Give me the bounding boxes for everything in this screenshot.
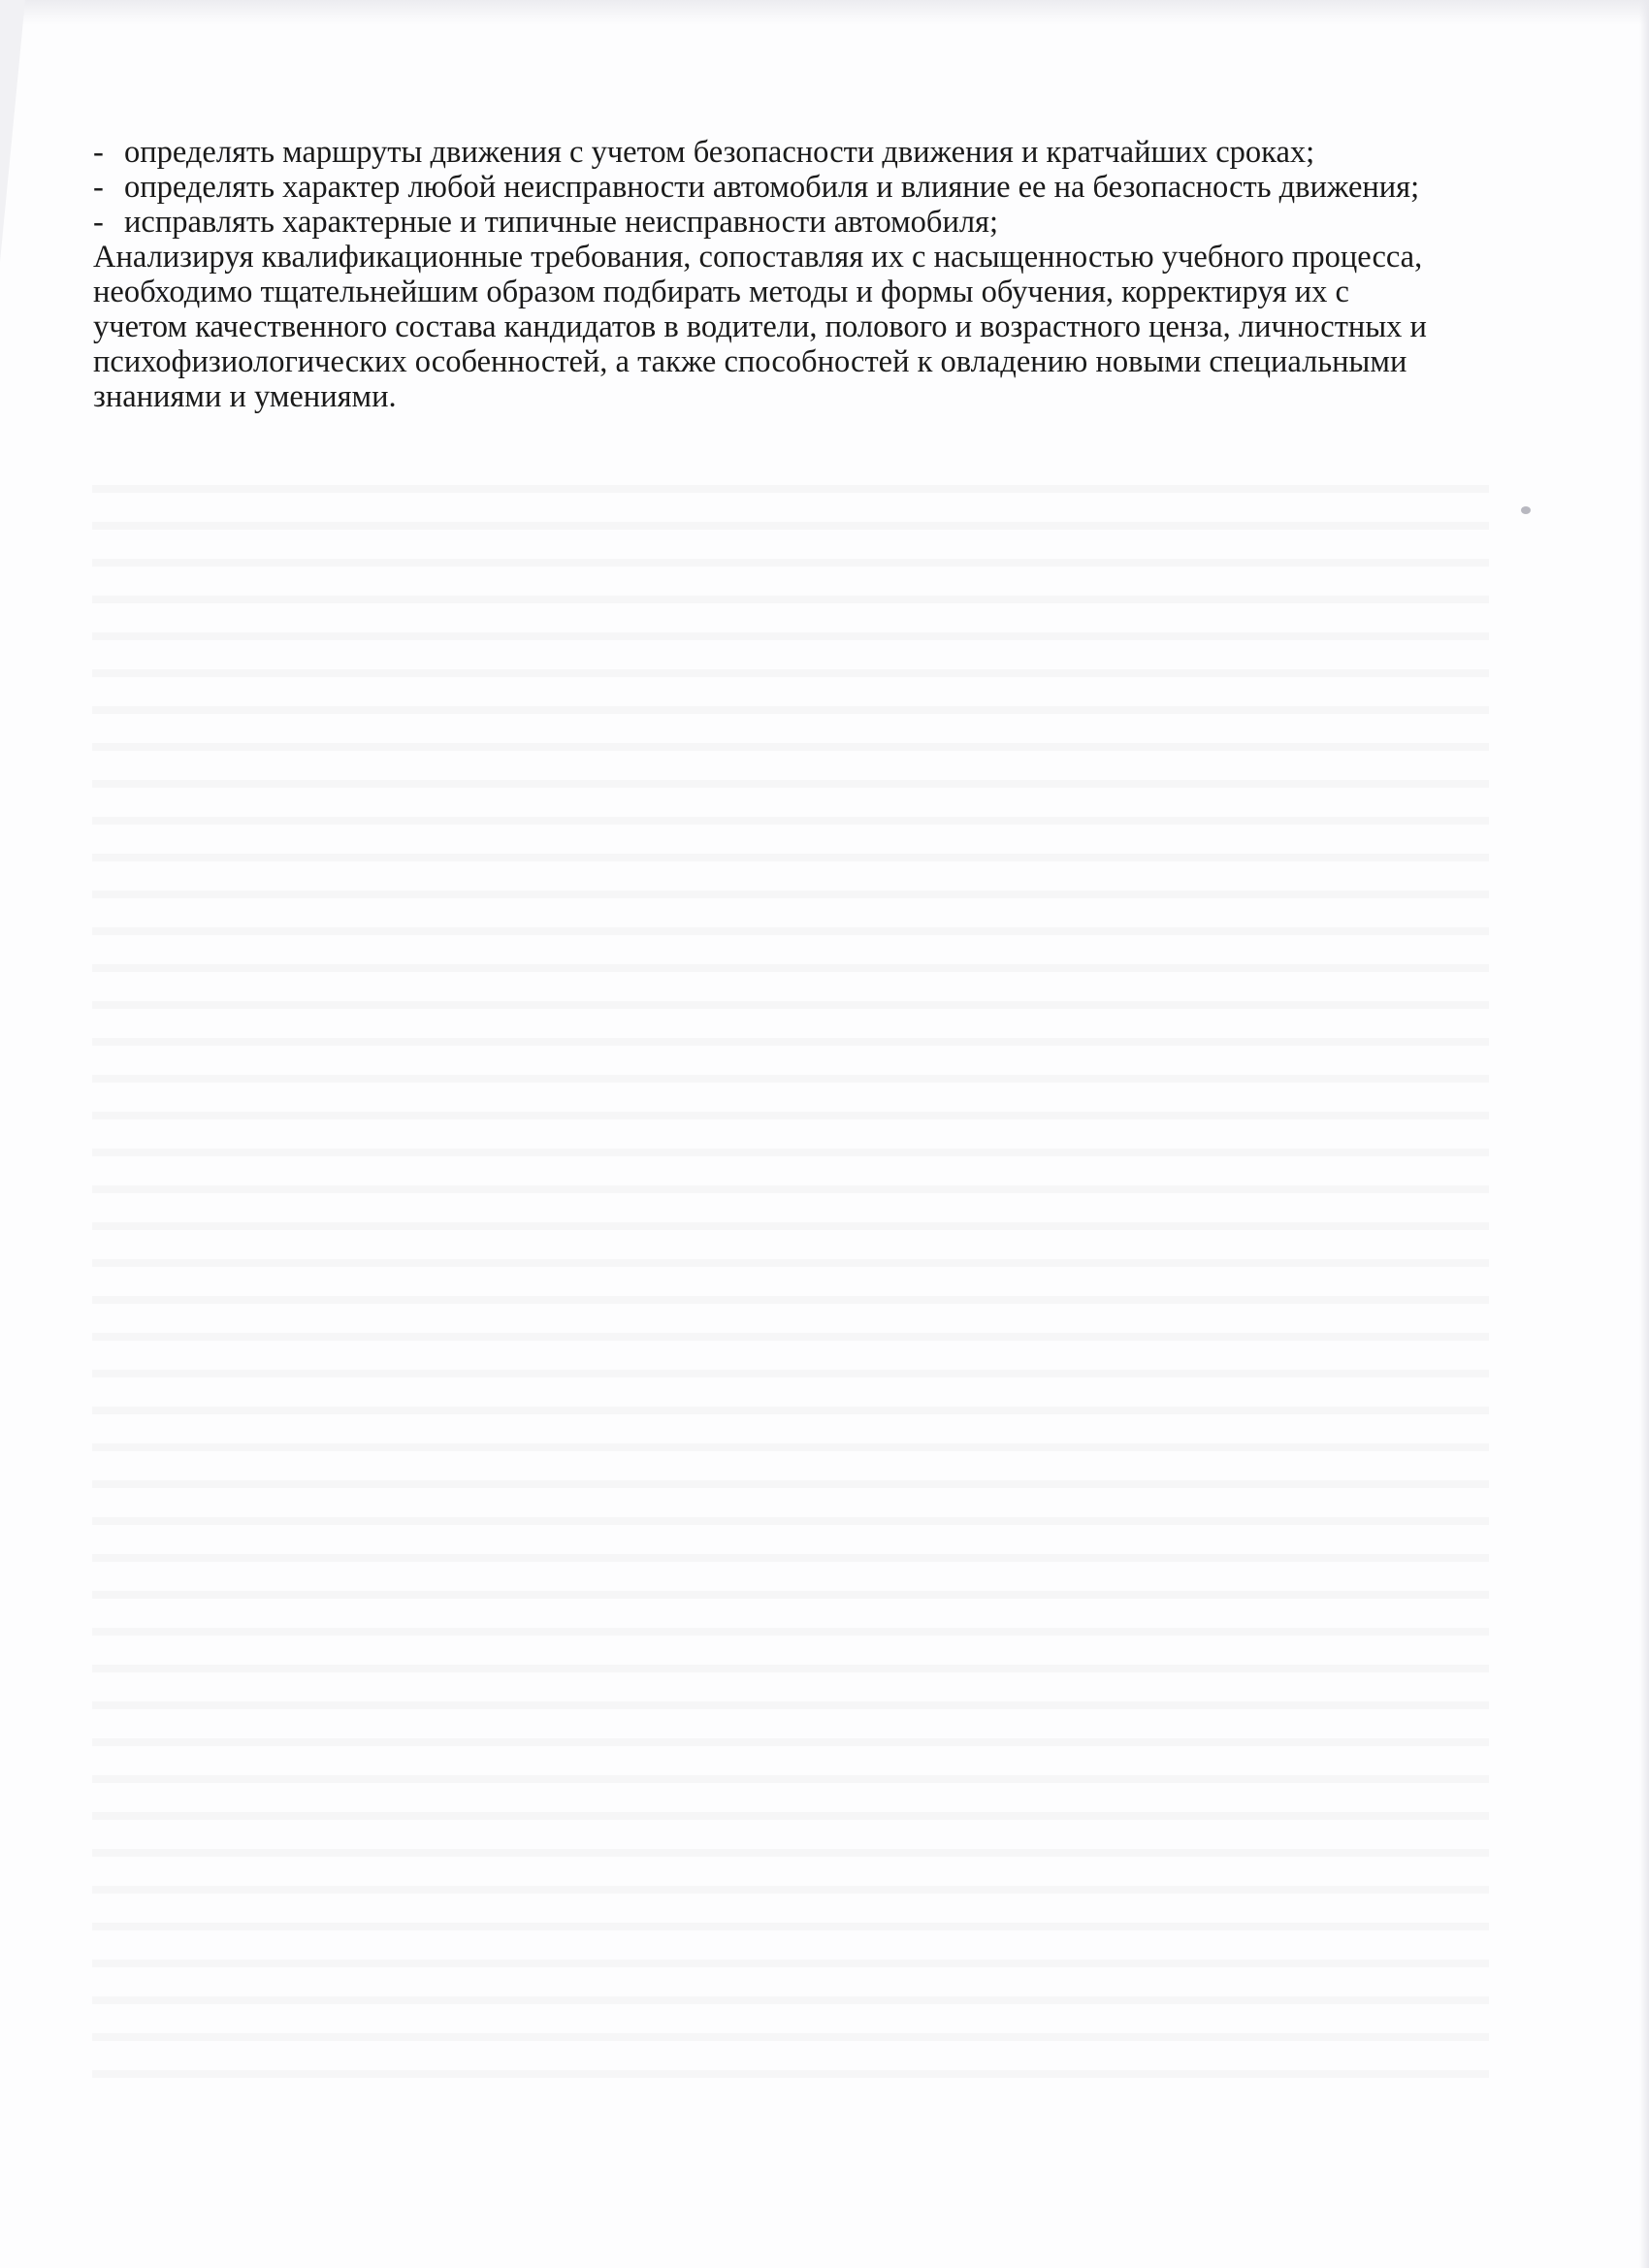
bullet-marker: - — [93, 135, 104, 170]
paragraph-line: Анализируя квалификационные требования, сопоставляя их с насыщенностью учебного процесса, — [93, 240, 1423, 275]
bullet-text: определять характер любой неисправности автомобиля и влияние ее на безопасность движения; — [124, 170, 1420, 205]
scan-folded-corner — [0, 0, 25, 262]
bullet-text: исправлять характерные и типичные неисправности автомобиля; — [124, 205, 999, 240]
list-item — [93, 171, 1519, 205]
paragraph-line: учетом качественного состава кандидатов в водители, полового и возрастного ценза, личностных и — [93, 309, 1427, 344]
bullet-list — [93, 136, 1519, 240]
paragraph-line: необходимо тщательнейшим образом подбирать методы и формы обучения, корректируя их с — [93, 275, 1349, 309]
bleed-through-text — [92, 485, 1489, 2095]
scan-top-edge-shadow — [0, 0, 1649, 25]
paragraph-line: психофизиологических особенностей, а также способностей к овладению новыми специальными — [93, 344, 1407, 379]
list-item — [93, 136, 1519, 170]
list-item — [93, 206, 1519, 240]
scan-speck — [1521, 506, 1531, 514]
bullet-marker: - — [93, 170, 104, 205]
paragraph-line: знаниями и умениями. — [93, 379, 397, 414]
bullet-text: определять маршруты движения с учетом безопасности движения и кратчайших сроках; — [124, 135, 1315, 170]
paragraph — [93, 241, 1519, 414]
document-body — [93, 136, 1519, 415]
bullet-marker: - — [93, 205, 104, 240]
scan-right-edge-shadow — [1639, 0, 1649, 2268]
